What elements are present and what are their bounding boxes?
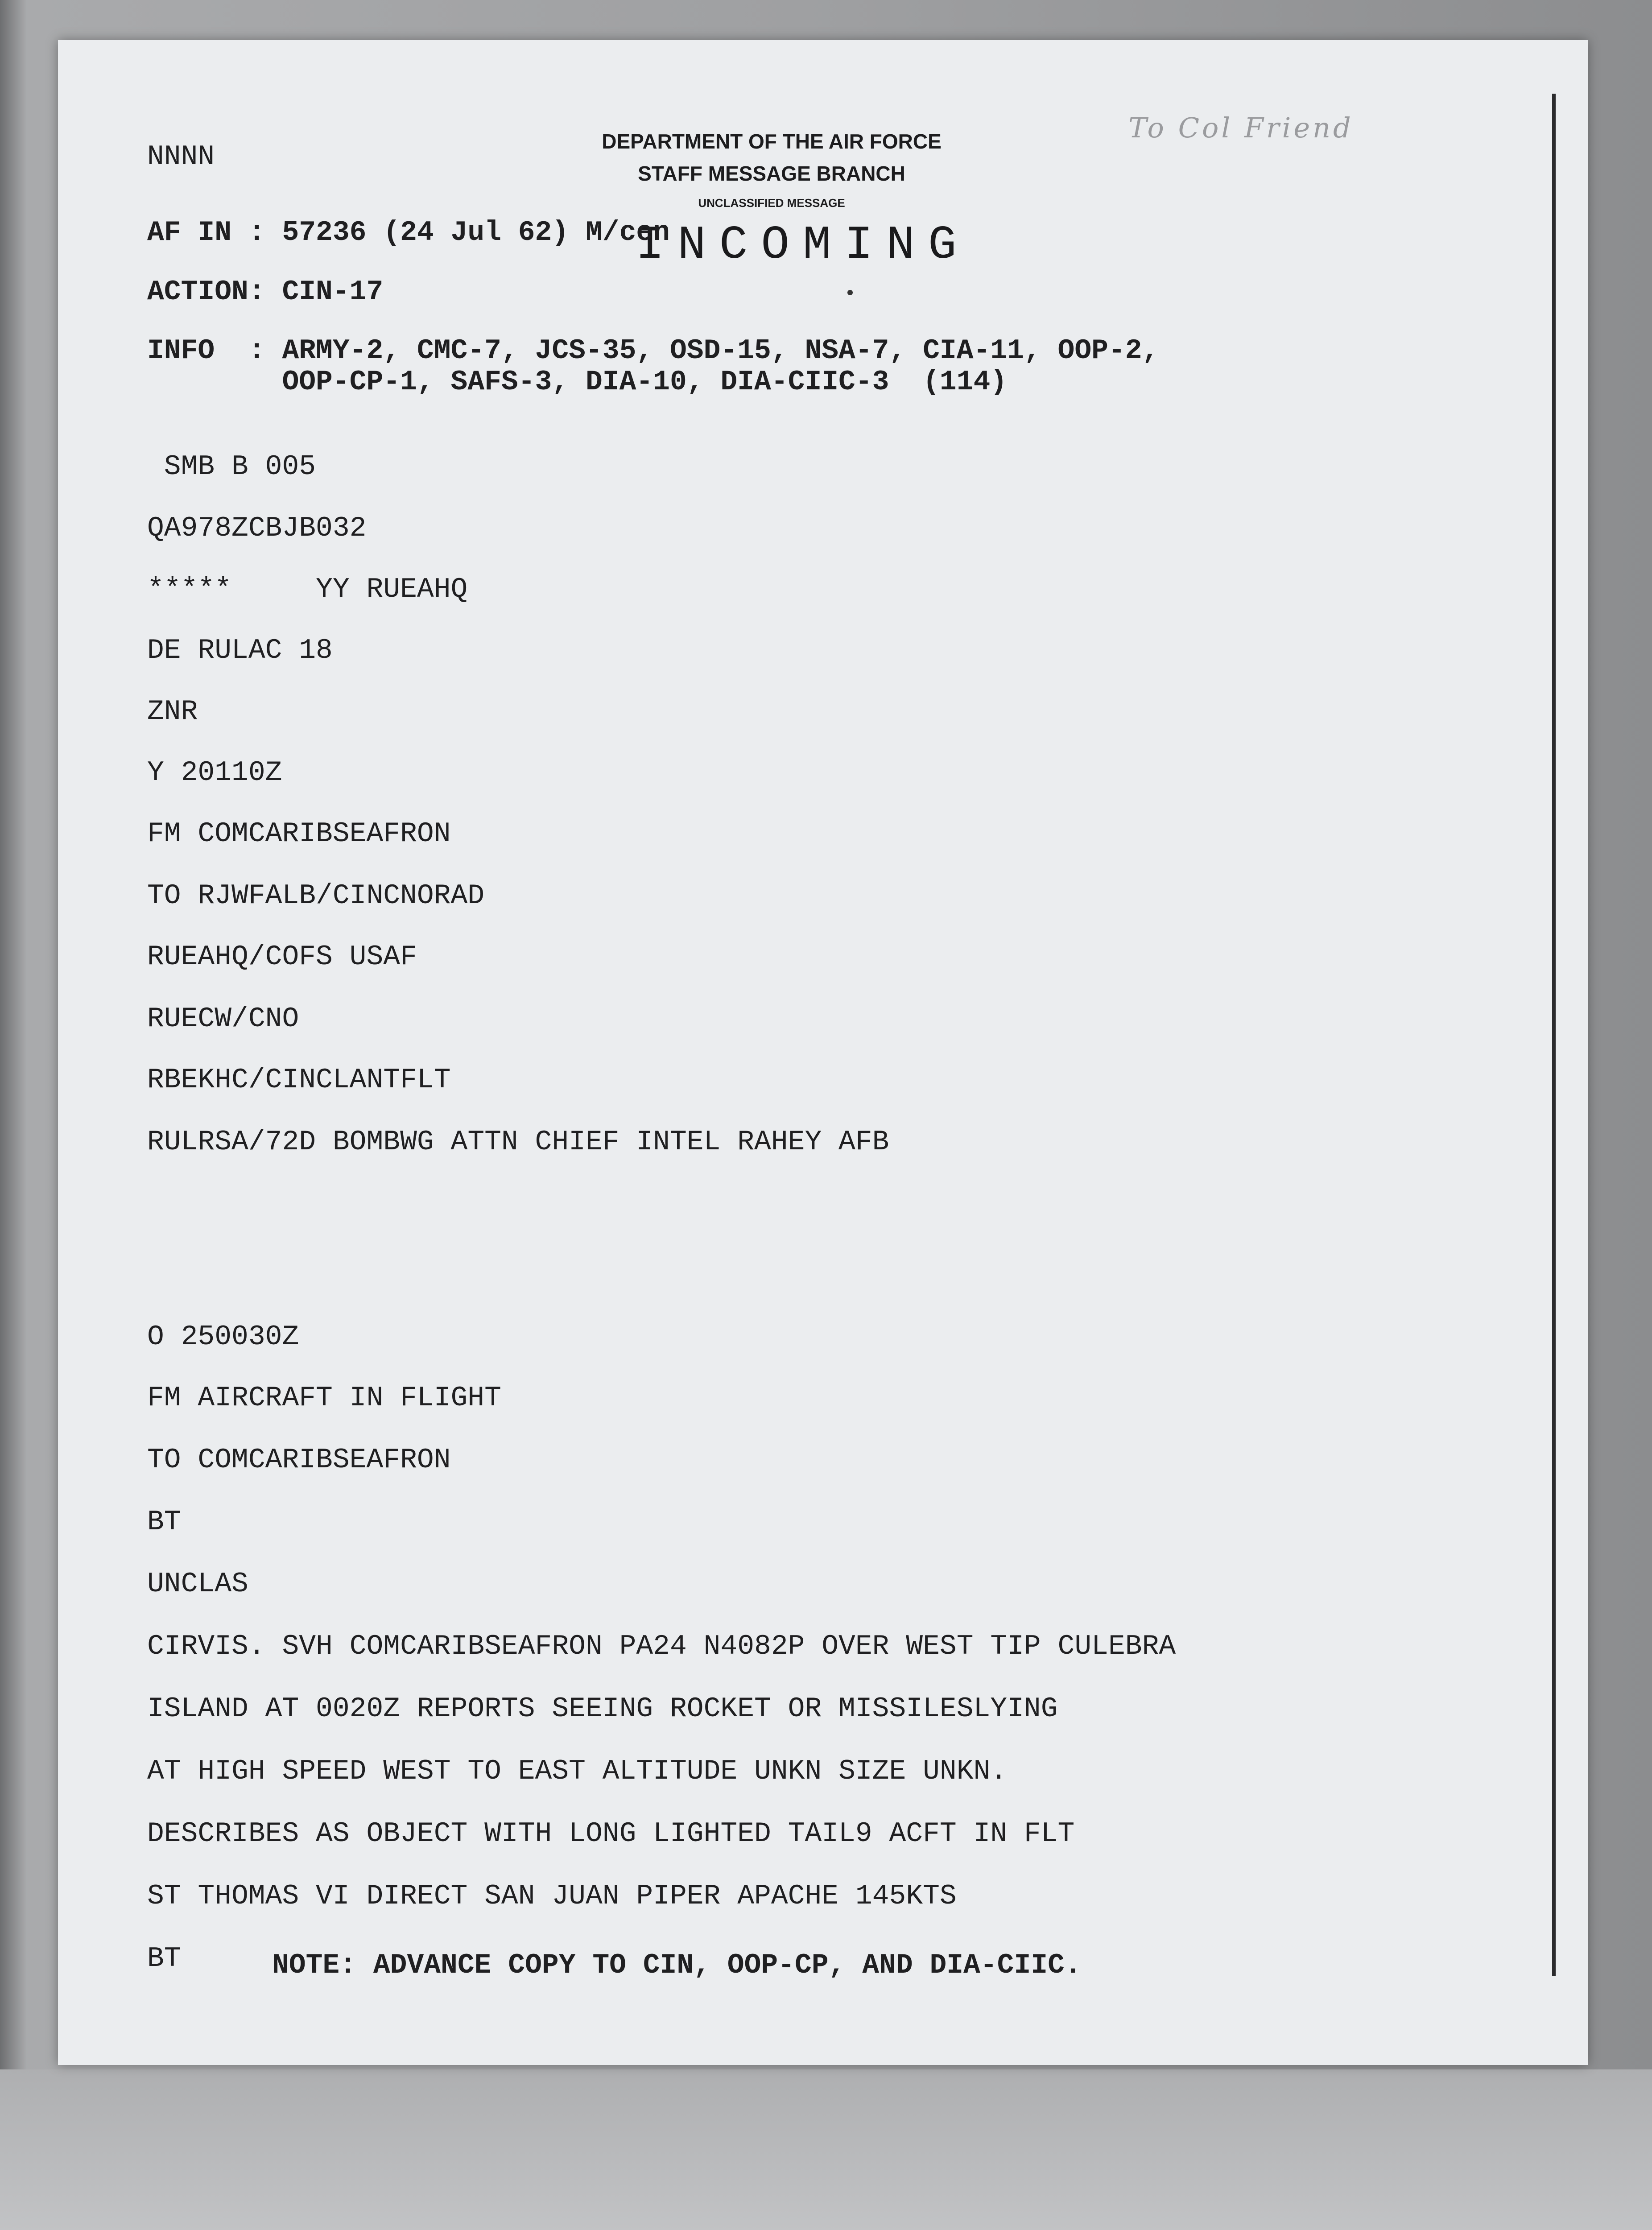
message-line: FM AIRCRAFT IN FLIGHT (147, 1382, 501, 1414)
message-line: AT HIGH SPEED WEST TO EAST ALTITUDE UNKN SIZE UNKN. (147, 1755, 1008, 1787)
table-surface (0, 2069, 1652, 2230)
info-line-2: OOP-CP-1, SAFS-3, DIA-10, DIA-CIIC-3 (114) (147, 366, 1008, 398)
message-line: FM COMCARIBSEAFRON (147, 818, 451, 850)
message-line: TO COMCARIBSEAFRON (147, 1444, 451, 1476)
stray-ink-dot (847, 290, 853, 295)
message-line: UNCLAS (147, 1568, 248, 1600)
message-end-bt: BT (147, 1943, 181, 1974)
message-line: SMB B 005 (147, 451, 316, 483)
message-line: RBEKHC/CINCLANTFLT (147, 1064, 451, 1096)
message-line: O 250030Z (147, 1321, 299, 1353)
handwritten-note: To Col Friend (1128, 112, 1354, 144)
message-line: BT (147, 1506, 181, 1538)
af-in-line: AF IN : 57236 (24 Jul 62) M/cen (147, 217, 670, 248)
message-line: RUECW/CNO (147, 1003, 299, 1035)
right-margin-rule (1552, 94, 1556, 1976)
incoming-stamp: INCOMING (636, 219, 970, 272)
message-line: ST THOMAS VI DIRECT SAN JUAN PIPER APACHE 145KTS (147, 1880, 957, 1912)
advance-copy-note: NOTE: ADVANCE COPY TO CIN, OOP-CP, AND DIA-CIIC. (272, 1949, 1082, 1981)
message-line: TO RJWFALB/CINCNORAD (147, 880, 485, 912)
department-heading: DEPARTMENT OF THE AIR FORCE (602, 130, 942, 153)
nnnn-marker: NNNN (147, 141, 215, 173)
message-line: RULRSA/72D BOMBWG ATTN CHIEF INTEL RAHEY AFB (147, 1126, 889, 1158)
message-line: DESCRIBES AS OBJECT WITH LONG LIGHTED TAIL9 ACFT IN FLT (147, 1818, 1075, 1850)
message-line: Y 20110Z (147, 757, 282, 789)
info-line-1: INFO : ARMY-2, CMC-7, JCS-35, OSD-15, NSA-7, CIA-11, OOP-2, (147, 335, 1159, 367)
branch-heading: STAFF MESSAGE BRANCH (638, 162, 905, 185)
message-line: ZNR (147, 696, 198, 727)
message-line: DE RULAC 18 (147, 635, 333, 666)
classification-label: UNCLASSIFIED MESSAGE (698, 196, 845, 210)
message-line: ISLAND AT 0020Z REPORTS SEEING ROCKET OR MISSILESLYING (147, 1693, 1058, 1725)
action-line: ACTION: CIN-17 (147, 276, 384, 308)
message-line: QA978ZCBJB032 (147, 512, 367, 544)
message-line: RUEAHQ/COFS USAF (147, 941, 417, 973)
message-sheet (58, 40, 1588, 2065)
message-line: CIRVIS. SVH COMCARIBSEAFRON PA24 N4082P OVER WEST TIP CULEBRA (147, 1631, 1176, 1662)
message-line: ***** YY RUEAHQ (147, 574, 468, 605)
